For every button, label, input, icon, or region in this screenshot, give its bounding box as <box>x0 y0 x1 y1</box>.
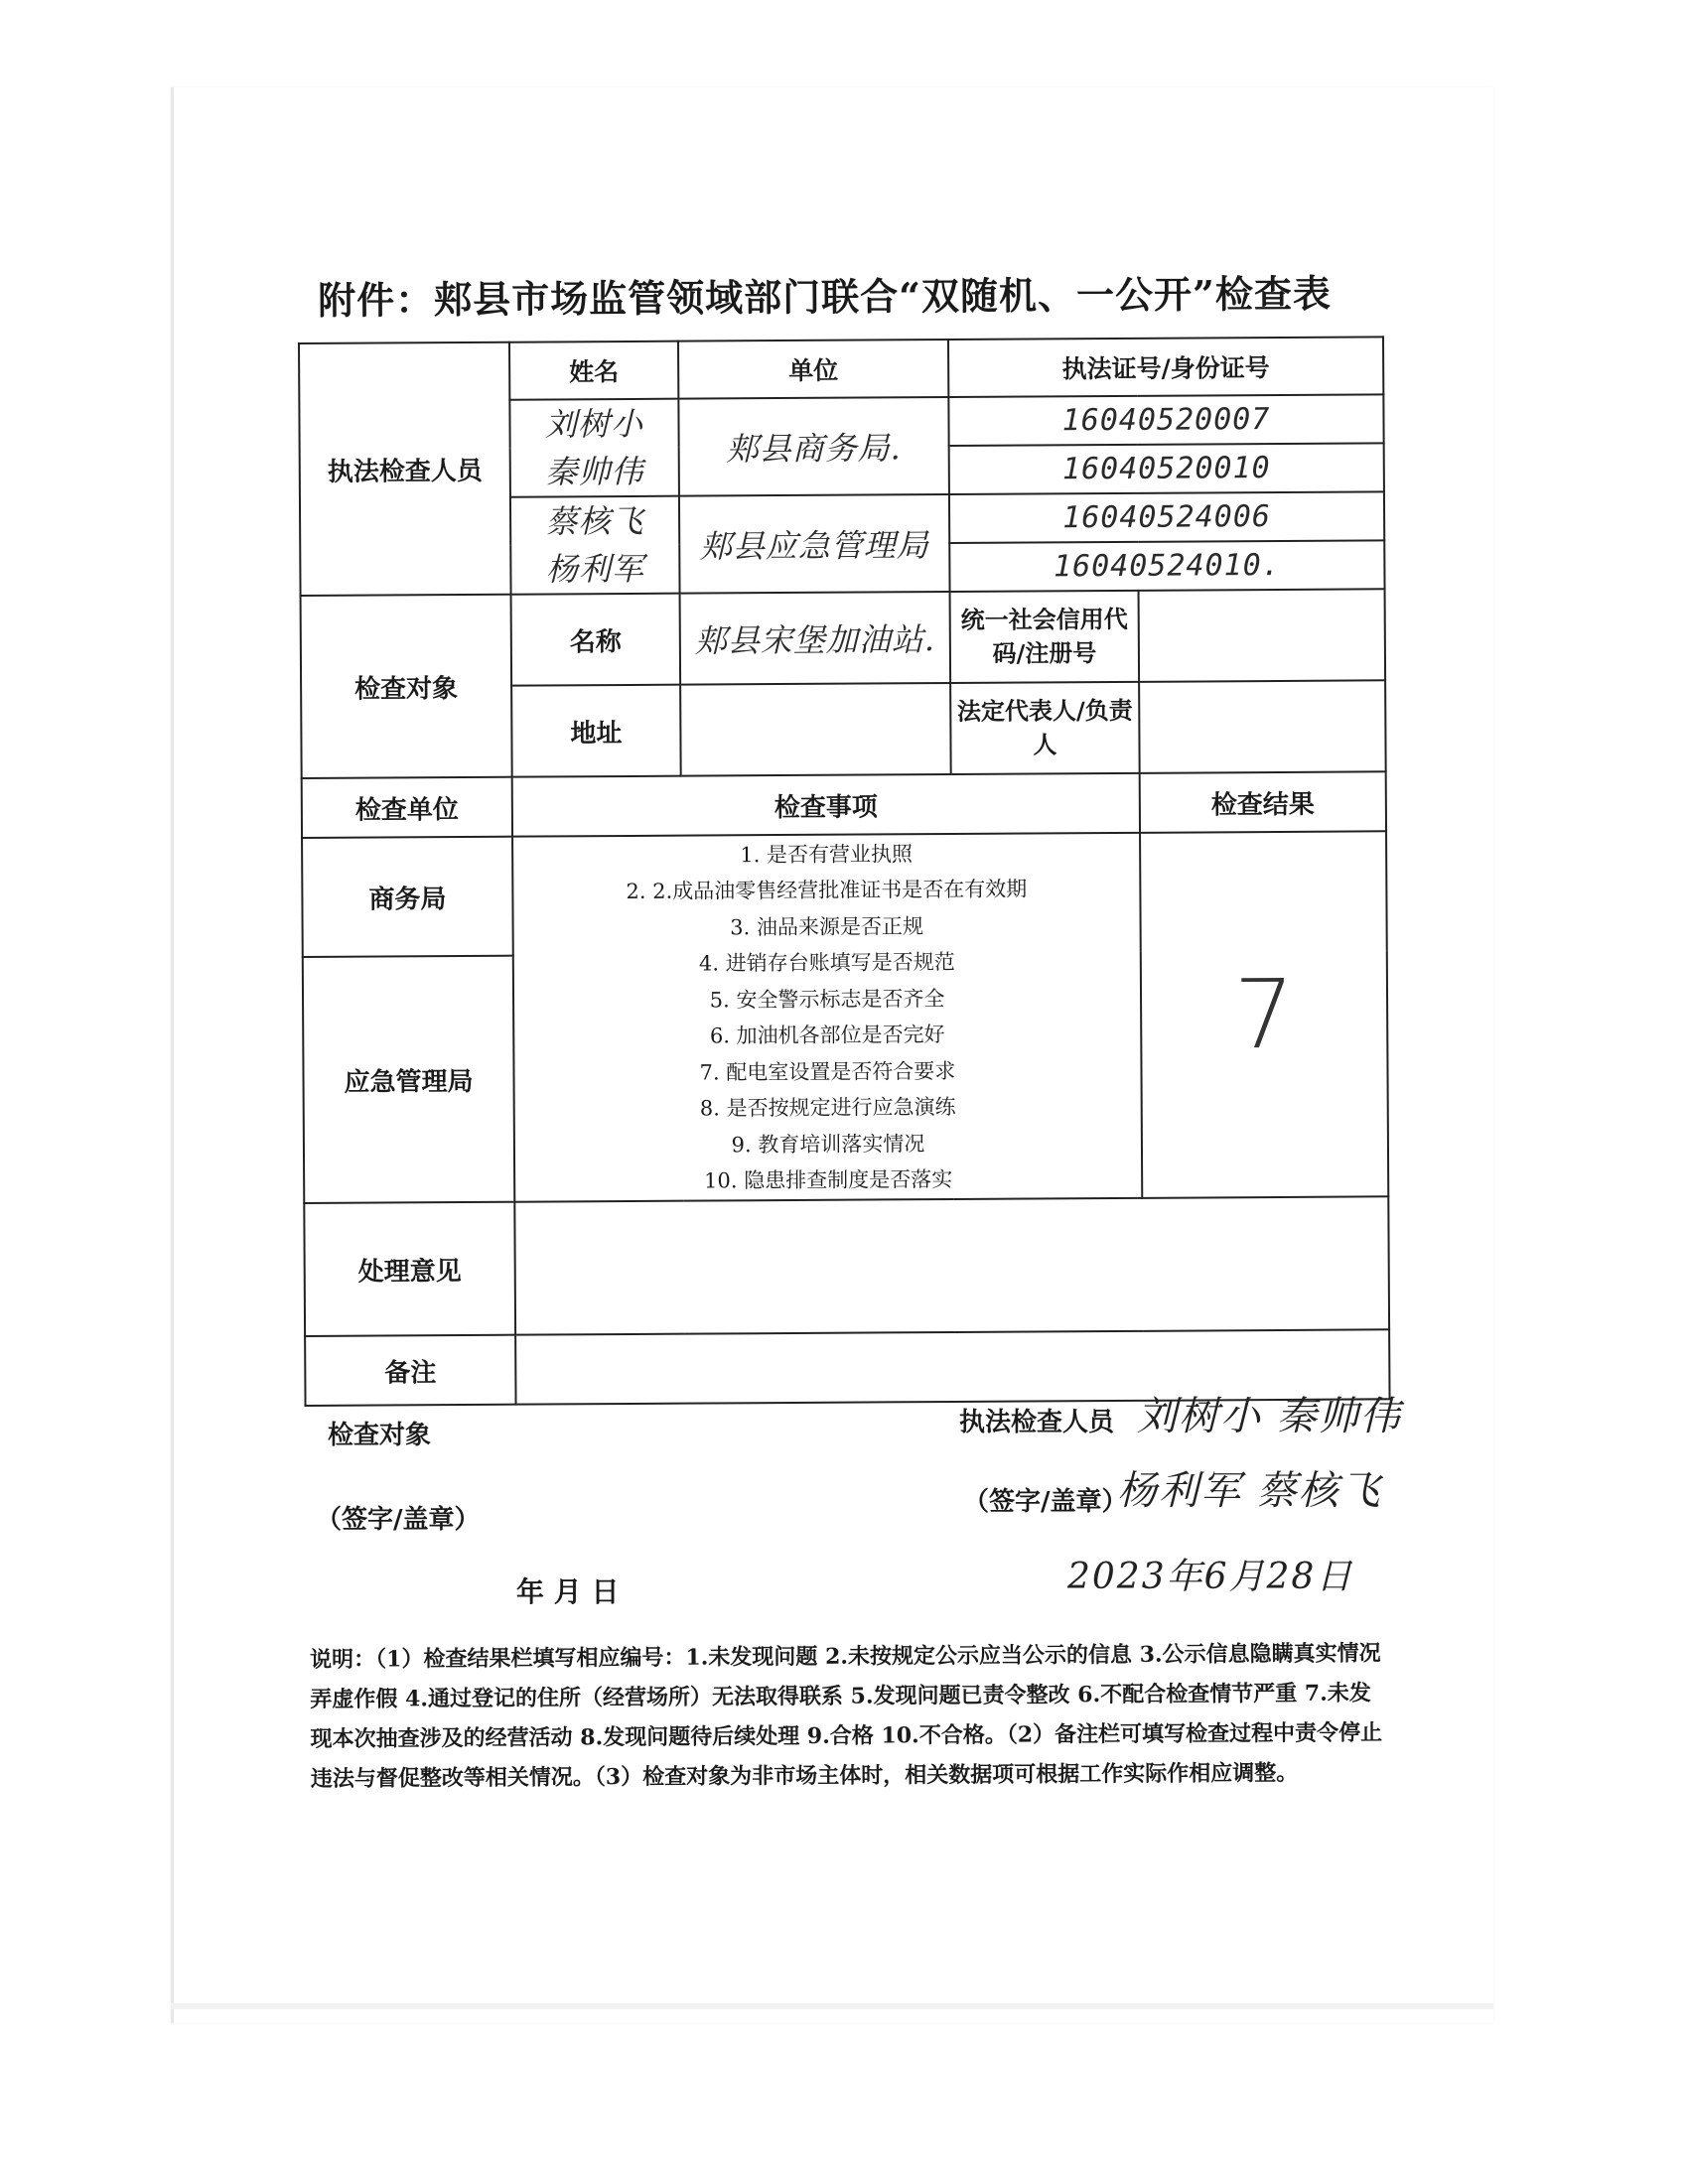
legal-rep-label: 法定代表人/负责人 <box>950 682 1140 774</box>
remark-label: 备注 <box>305 1335 515 1406</box>
inspector-names-group1 <box>509 399 679 497</box>
sheet-edge <box>171 2003 1493 2009</box>
opinion-label: 处理意见 <box>304 1202 515 1336</box>
list-item: 2. 2.成品油零售经营批准证书是否在有效期 <box>626 877 1028 903</box>
list-item: 6. 加油机各部位是否完好 <box>709 1023 945 1048</box>
unit-commerce: 商务局 <box>302 837 513 957</box>
inspector-id: 16040520010 <box>949 443 1384 494</box>
inspector-sign-hint: （签字/盖章） <box>963 1487 1128 1517</box>
opinion-value <box>514 1196 1389 1334</box>
document-title: 附件：郏县市场监管领域部门联合“双随机、一公开”检查表 <box>318 270 1333 323</box>
inspector-names-group2 <box>510 496 680 595</box>
name-column-header: 姓名 <box>509 341 678 400</box>
inspector-name: 刘树小 <box>544 404 644 444</box>
inspection-result: 7 <box>1140 831 1388 1198</box>
list-item: 8. 是否按规定进行应急演练 <box>699 1094 956 1121</box>
id-column-header: 执法证号/身份证号 <box>948 337 1383 397</box>
unit-column-header: 单位 <box>678 340 948 399</box>
credit-code-label: 统一社会信用代码/注册号 <box>950 591 1140 683</box>
target-sign-hint: （签字/盖章） <box>316 1505 481 1535</box>
inspector-id: 16040524010. <box>949 540 1384 592</box>
list-item: 9. 教育培训落实情况 <box>731 1131 925 1157</box>
unit-header: 检查单位 <box>302 777 512 838</box>
inspectors-label: 执法检查人员 <box>299 342 511 596</box>
unit-emergency: 应急管理局 <box>303 956 515 1203</box>
inspector-id: 16040520007 <box>948 394 1383 446</box>
inspection-table <box>298 336 1391 1407</box>
sheet-edge <box>171 87 174 2023</box>
list-item: 10. 隐患排查制度是否落实 <box>704 1166 953 1193</box>
inspector-unit-group1: 郏县商务局. <box>678 397 949 496</box>
items-header: 检查事项 <box>512 773 1140 837</box>
inspector-unit-group2: 郏县应急管理局 <box>679 494 950 594</box>
inspector-signature-label: 执法检查人员 <box>959 1408 1115 1437</box>
inspector-signatures: 刘树小 秦帅伟 <box>1137 1394 1402 1439</box>
result-header: 检查结果 <box>1140 771 1386 833</box>
list-item: 1. 是否有营业执照 <box>740 841 914 867</box>
list-item: 7. 配电室设置是否符合要求 <box>699 1058 956 1085</box>
target-label: 检查对象 <box>301 595 512 778</box>
list-item: 3. 油品来源是否正规 <box>730 913 924 939</box>
list-item: 4. 进销存台账填写是否规范 <box>698 949 955 976</box>
inspector-date: 2023年6月28日 <box>1067 1557 1354 1597</box>
address-label: 地址 <box>511 685 681 777</box>
list-item: 5. 安全警示标志是否齐全 <box>709 986 945 1012</box>
target-name-value: 郏县宋堡加油站. <box>680 592 951 685</box>
address-value <box>680 683 951 776</box>
target-name-label: 名称 <box>511 594 681 686</box>
instructions-note: 说明：（1）检查结果栏填写相应编号：1.未发现问题 2.未按规定公示应当公示的信息 3.公示信息隐瞒真实情况弄虚作假 4.通过登记的住所（经营场所）无法取得联系 5.发现问题已责令整改 6.不配合检查情节严重 7.未发现本次抽查涉及的经营活动 8.发现问题待后续处理 9.合格 10.不合格。（2）备注栏可填写检查过程中责令停止违法与督促整改等相关情况。（3）检查对象为非市场主体时，相关数据项可根据工作实际作相应调整。 <box>310 1640 1383 1792</box>
target-signature-label: 检查对象 <box>328 1421 432 1450</box>
inspector-name: 秦帅伟 <box>545 452 644 491</box>
legal-rep-value <box>1139 680 1386 773</box>
inspector-name: 蔡核飞 <box>545 501 644 541</box>
inspection-items-list <box>512 833 1142 1202</box>
inspector-id: 16040524006 <box>949 491 1384 543</box>
credit-code-value <box>1139 589 1386 682</box>
target-date: 年 月 日 <box>516 1575 620 1608</box>
inspector-signatures: 杨利军 蔡核飞 <box>1117 1468 1382 1514</box>
inspector-name: 杨利军 <box>545 549 645 589</box>
inspection-form <box>298 336 1397 1407</box>
